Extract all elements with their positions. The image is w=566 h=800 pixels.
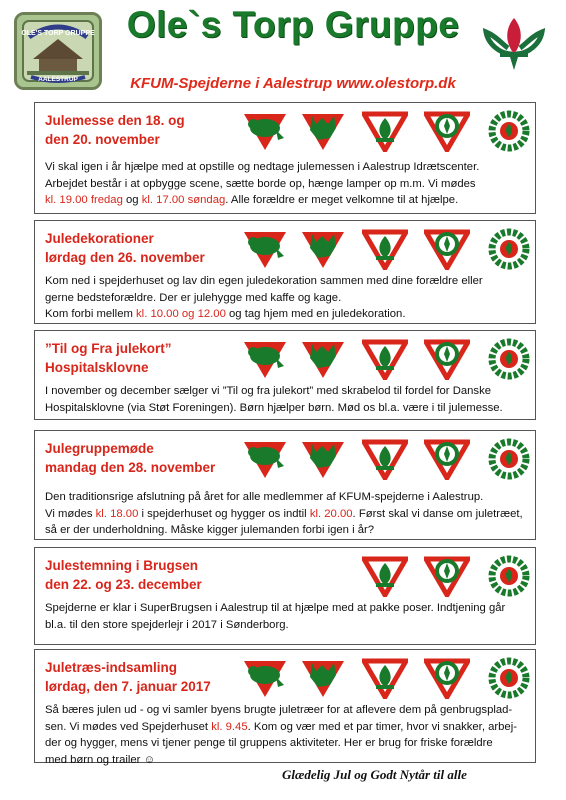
text-run: Hospitalsklovne (via Støt Foreningen). Børn hjælper børn. Mød os bl.a. være i til julemesse. <box>45 401 503 414</box>
wolf-icon <box>300 228 346 270</box>
description-line <box>45 383 527 400</box>
event-title-line: Julegruppemøde <box>45 441 154 456</box>
wolf-icon <box>300 657 346 699</box>
text-run: Spejderne er klar i SuperBrugsen i Aalestrup til at hjælpe med at pakke poser. Indtjening går <box>45 602 506 614</box>
wreath-icon <box>486 657 532 699</box>
text-run: og <box>122 194 142 206</box>
compass-icon <box>424 657 470 699</box>
age-group-emblems <box>242 438 532 478</box>
fleur-de-lis-logo <box>482 14 546 72</box>
event-description <box>45 600 527 633</box>
wolf-icon <box>300 438 346 480</box>
text-run: Så bæres julen ud - og vi samler byens brugte juletræer for at aflevere dem på genbrugsplad- <box>45 704 513 716</box>
event-description <box>45 489 527 539</box>
compass-icon <box>424 338 470 380</box>
text-run: . Alle forældre er meget velkomne til at hjælpe. <box>225 194 459 206</box>
text-run: . Først skal vi danse om juletræet, <box>352 507 523 520</box>
highlighted-time: kl. 9.45 <box>211 720 248 733</box>
description-line <box>45 400 527 417</box>
age-group-emblems <box>242 657 532 697</box>
text-run: . Kom og vær med et par timer, hvor vi snakker, arbej- <box>247 720 517 733</box>
description-line <box>45 719 527 736</box>
description-line <box>45 290 527 307</box>
description-line <box>45 273 527 290</box>
text-run: med børn og trailer ☺ <box>45 753 156 766</box>
wreath-icon <box>486 338 532 380</box>
fire-triangle-icon <box>362 228 408 270</box>
description-line <box>45 159 527 176</box>
group-patch-logo <box>14 12 102 90</box>
text-run: så er der underholdning. Måske kigger julemanden forbi igen i år? <box>45 524 375 536</box>
text-run: Vi skal igen i år hjælpe med at opstille og nedtage julemessen i Aalestrup Idrætscenter. <box>45 161 480 173</box>
beaver-icon <box>242 338 288 380</box>
event-title-line: lørdag den 26. november <box>45 250 205 265</box>
fire-triangle-icon <box>362 555 408 597</box>
compass-icon <box>424 228 470 270</box>
description-line <box>45 752 527 769</box>
beaver-icon <box>242 228 288 270</box>
event-title <box>45 556 235 594</box>
text-run: gerne bedsteforældre. Der er julehygge med kaffe og kage. <box>45 291 342 304</box>
description-line <box>45 735 527 752</box>
description-line <box>45 506 527 523</box>
event-title-line: mandag den 28. november <box>45 460 216 475</box>
highlighted-time: kl. 18.00 <box>95 507 139 520</box>
event-description <box>45 383 527 416</box>
description-line <box>45 306 527 323</box>
wreath-icon <box>486 110 532 152</box>
page-header <box>0 0 566 100</box>
fire-triangle-icon <box>362 438 408 480</box>
text-run: der og hygger, mens vi tjener penge til gruppens aktiviteter. Her er brug for friske forældre <box>45 737 493 749</box>
event-title-line: lørdag, den 7. januar 2017 <box>45 679 211 694</box>
event-title-line: Julestemning i Brugsen <box>45 558 199 573</box>
fire-triangle-icon <box>362 338 408 380</box>
event-section <box>34 547 536 645</box>
text-run: Kom ned i spejderhuset og lav din egen juledekoration sammen med dine forældre eller <box>45 275 483 287</box>
description-line <box>45 489 527 506</box>
text-run: sen. Vi mødes ved Spejderhuset <box>45 720 212 733</box>
wreath-icon <box>486 555 532 597</box>
highlighted-time: kl. 17.00 søndag <box>141 194 226 206</box>
highlighted-time: kl. 10.00 og 12.00 <box>136 308 226 320</box>
event-title-line: Juletræs-indsamling <box>45 660 178 675</box>
description-line <box>45 600 527 617</box>
description-line <box>45 617 527 634</box>
text-run: bl.a. til den store spejderlejr i 2017 i Sønderborg. <box>45 618 289 631</box>
event-title <box>45 339 235 377</box>
event-title <box>45 229 235 267</box>
age-group-emblems <box>242 338 532 378</box>
beaver-icon <box>242 657 288 699</box>
age-group-emblems <box>242 110 532 150</box>
wreath-icon <box>486 438 532 480</box>
beaver-icon <box>242 438 288 480</box>
event-title <box>45 439 235 477</box>
event-title <box>45 658 235 696</box>
event-section <box>34 220 536 324</box>
svg-text:OLE'S TORP GRUPPE: OLE'S TORP GRUPPE <box>21 30 95 37</box>
description-line <box>45 702 527 719</box>
text-run: Arbejdet består i at opbygge scene, sætte borde op, hænge lamper op m.m. Vi mødes <box>45 177 476 190</box>
fire-triangle-icon <box>362 657 408 699</box>
text-run: i spejderhuset og hygger os indtil <box>138 507 310 520</box>
event-section <box>34 330 536 420</box>
compass-icon <box>424 110 470 152</box>
description-line <box>45 522 527 539</box>
age-group-emblems <box>242 555 532 595</box>
event-section <box>34 649 536 766</box>
description-line <box>45 192 527 209</box>
wolf-icon <box>300 110 346 152</box>
event-title-line: Hospitalsklovne <box>45 360 149 375</box>
wreath-icon <box>486 228 532 270</box>
highlighted-time: kl. 19.00 fredag <box>45 194 123 206</box>
text-run: I november og december sælger vi ”Til og fra julekort” med skrabelod til fordel for Danske <box>45 385 491 397</box>
beaver-icon <box>242 110 288 152</box>
compass-icon <box>424 555 470 597</box>
text-run: og tag hjem med en juledekoration. <box>225 308 406 320</box>
event-section <box>34 430 536 540</box>
event-title-line: den 20. november <box>45 132 160 147</box>
event-description <box>45 273 527 323</box>
event-section <box>34 102 536 214</box>
age-group-emblems <box>242 228 532 268</box>
highlighted-time: kl. 20.00 <box>309 507 353 520</box>
footer-greeting: Glædelig Jul og Godt Nytår til alle <box>282 767 467 782</box>
event-description <box>45 159 527 209</box>
page-subtitle: KFUM-Spejderne i Aalestrup www.olestorp.dk <box>130 75 456 92</box>
event-title-line: Julemesse den 18. og <box>45 113 185 128</box>
event-title-line: ”Til og Fra julekort” <box>45 341 172 356</box>
event-title <box>45 111 235 149</box>
text-run: Kom forbi mellem <box>45 308 137 320</box>
description-line <box>45 176 527 193</box>
event-title-line: Juledekorationer <box>45 231 154 246</box>
event-description <box>45 702 527 768</box>
svg-text:AALESTRUP: AALESTRUP <box>38 76 78 83</box>
compass-icon <box>424 438 470 480</box>
fire-triangle-icon <box>362 110 408 152</box>
event-title-line: den 22. og 23. december <box>45 577 202 592</box>
page-title: Ole`s Torp Gruppe <box>126 4 460 45</box>
text-run: Vi mødes <box>45 507 96 520</box>
wolf-icon <box>300 338 346 380</box>
text-run: Den traditionsrige afslutning på året for alle medlemmer af KFUM-spejderne i Aalestrup. <box>45 491 484 503</box>
